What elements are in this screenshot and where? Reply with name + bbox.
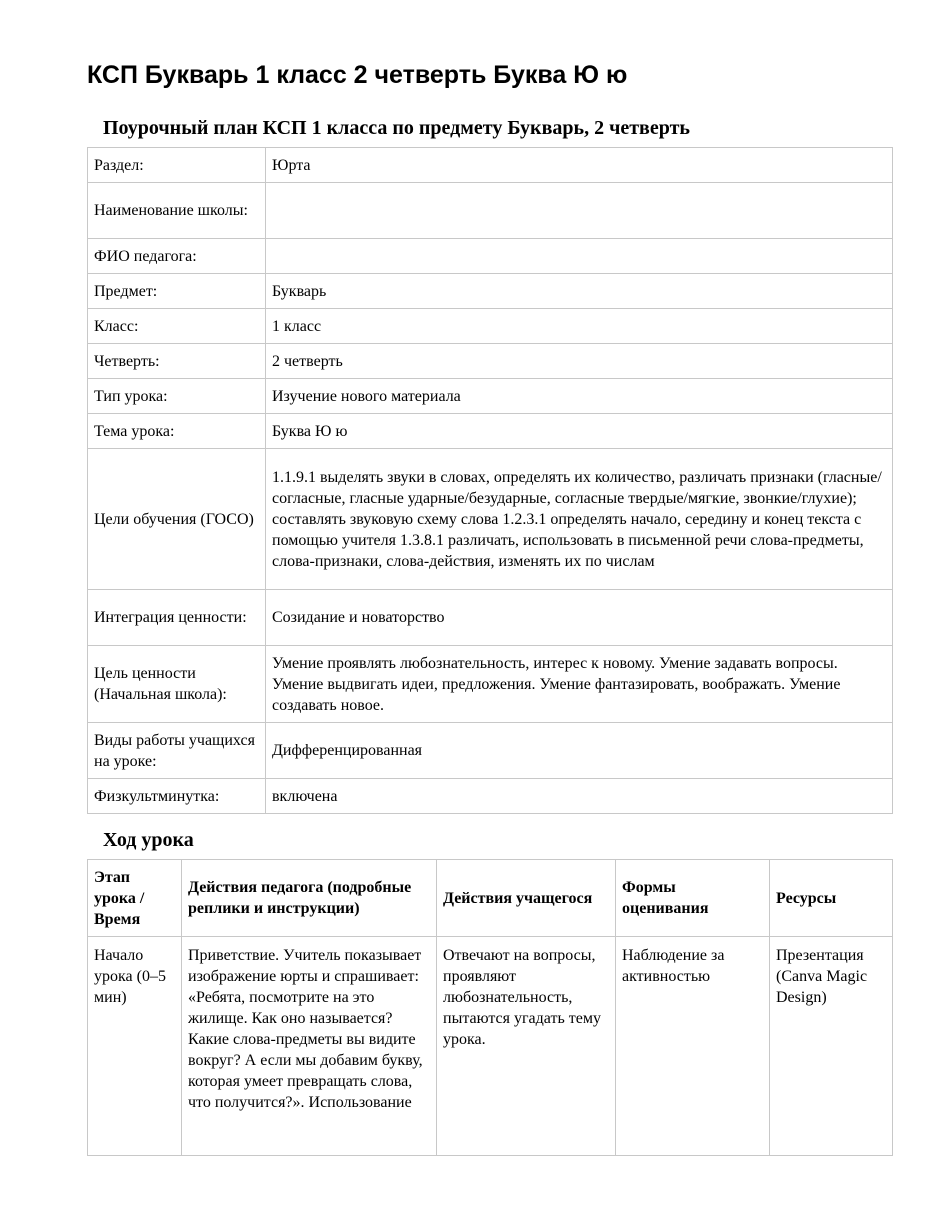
row-value: включена bbox=[266, 779, 893, 814]
row-value: Дифференцированная bbox=[266, 723, 893, 779]
cell-assessment-text: Наблюдение за активностью bbox=[622, 947, 725, 985]
cell-stage bbox=[88, 937, 182, 1156]
row-label: Цели обучения (ГОСО) bbox=[88, 449, 266, 590]
table-row bbox=[88, 148, 893, 183]
cell-stage-text: Начало урока (0–5 мин) bbox=[94, 947, 166, 1006]
column-header-resources: Ресурсы bbox=[770, 860, 893, 937]
row-value: Умение проявлять любознательность, интерес к новому. Умение задавать вопросы. Умение выдвигать идеи, предложения. Умение фантазировать, воображать. Умение создавать новое. bbox=[266, 646, 893, 723]
row-label: ФИО педагога: bbox=[88, 239, 266, 274]
row-value: Созидание и новаторство bbox=[266, 590, 893, 646]
cell-resources bbox=[770, 937, 893, 1156]
cell-teacher-actions bbox=[182, 937, 437, 1156]
row-value: 2 четверть bbox=[266, 344, 893, 379]
cell-resources-text: Презентация (Canva Magic Design) bbox=[776, 947, 868, 1006]
lesson-info-table bbox=[87, 147, 893, 814]
row-label: Тип урока: bbox=[88, 379, 266, 414]
row-value: Букварь bbox=[266, 274, 893, 309]
column-header-stage: Этап урока / Время bbox=[88, 860, 182, 937]
row-label: Физкультминутка: bbox=[88, 779, 266, 814]
table-row bbox=[88, 309, 893, 344]
lesson-progress-table bbox=[87, 859, 893, 1156]
table-row bbox=[88, 449, 893, 590]
plan-heading: Поурочный план КСП 1 класса по предмету Букварь, 2 четверть bbox=[103, 117, 690, 139]
table-row bbox=[88, 937, 893, 1156]
cell-teacher-actions-text: Приветствие. Учитель показывает изображение юрты и спрашивает: «Ребята, посмотрите на это жилище. Как оно называется? Какие слова-предметы вы видите вокруг? А если мы добавим букву, которая умеет превращать слова, что получится?». Использование bbox=[188, 947, 423, 1111]
table-row bbox=[88, 590, 893, 646]
row-label: Интеграция ценности: bbox=[88, 590, 266, 646]
row-label: Виды работы учащихся на уроке: bbox=[88, 723, 266, 779]
row-label: Класс: bbox=[88, 309, 266, 344]
row-label: Раздел: bbox=[88, 148, 266, 183]
table-row bbox=[88, 646, 893, 723]
table-row bbox=[88, 414, 893, 449]
row-label: Наименование школы: bbox=[88, 183, 266, 239]
cell-assessment bbox=[616, 937, 770, 1156]
table-row bbox=[88, 344, 893, 379]
row-value: Изучение нового материала bbox=[266, 379, 893, 414]
row-value: Буква Ю ю bbox=[266, 414, 893, 449]
column-header-student-actions: Действия учащегося bbox=[437, 860, 616, 937]
column-header-teacher-actions: Действия педагога (подробные реплики и инструкции) bbox=[182, 860, 437, 937]
row-value: Юрта bbox=[266, 148, 893, 183]
cell-student-actions bbox=[437, 937, 616, 1156]
table-header-row bbox=[88, 860, 893, 937]
row-value bbox=[266, 183, 893, 239]
table-row bbox=[88, 183, 893, 239]
row-label: Предмет: bbox=[88, 274, 266, 309]
table-row bbox=[88, 379, 893, 414]
table-row bbox=[88, 723, 893, 779]
table-row bbox=[88, 239, 893, 274]
cell-student-actions-text: Отвечают на вопросы, проявляют любознательность, пытаются угадать тему урока. bbox=[443, 947, 601, 1048]
column-header-assessment: Формы оценивания bbox=[616, 860, 770, 937]
lesson-progress-heading: Ход урока bbox=[103, 829, 194, 851]
row-label: Цель ценности (Начальная школа): bbox=[88, 646, 266, 723]
table-row bbox=[88, 779, 893, 814]
row-value bbox=[266, 239, 893, 274]
row-label: Тема урока: bbox=[88, 414, 266, 449]
table-row bbox=[88, 274, 893, 309]
document-title: КСП Букварь 1 класс 2 четверть Буква Ю ю bbox=[87, 61, 628, 89]
row-value: 1 класс bbox=[266, 309, 893, 344]
row-value: 1.1.9.1 выделять звуки в словах, определять их количество, различать признаки (гласные/ согласные, гласные ударные/безударные, согласные твердые/мягкие, звонкие/глухие); составлять звуковую схему слова 1.2.3.1 определять начало, середину и конец текста с помощью учителя 1.3.8.1 различать, использовать в письменной речи слова-предметы, слова-признаки, слова-действия, изменять их по числам bbox=[266, 449, 893, 590]
row-label: Четверть: bbox=[88, 344, 266, 379]
